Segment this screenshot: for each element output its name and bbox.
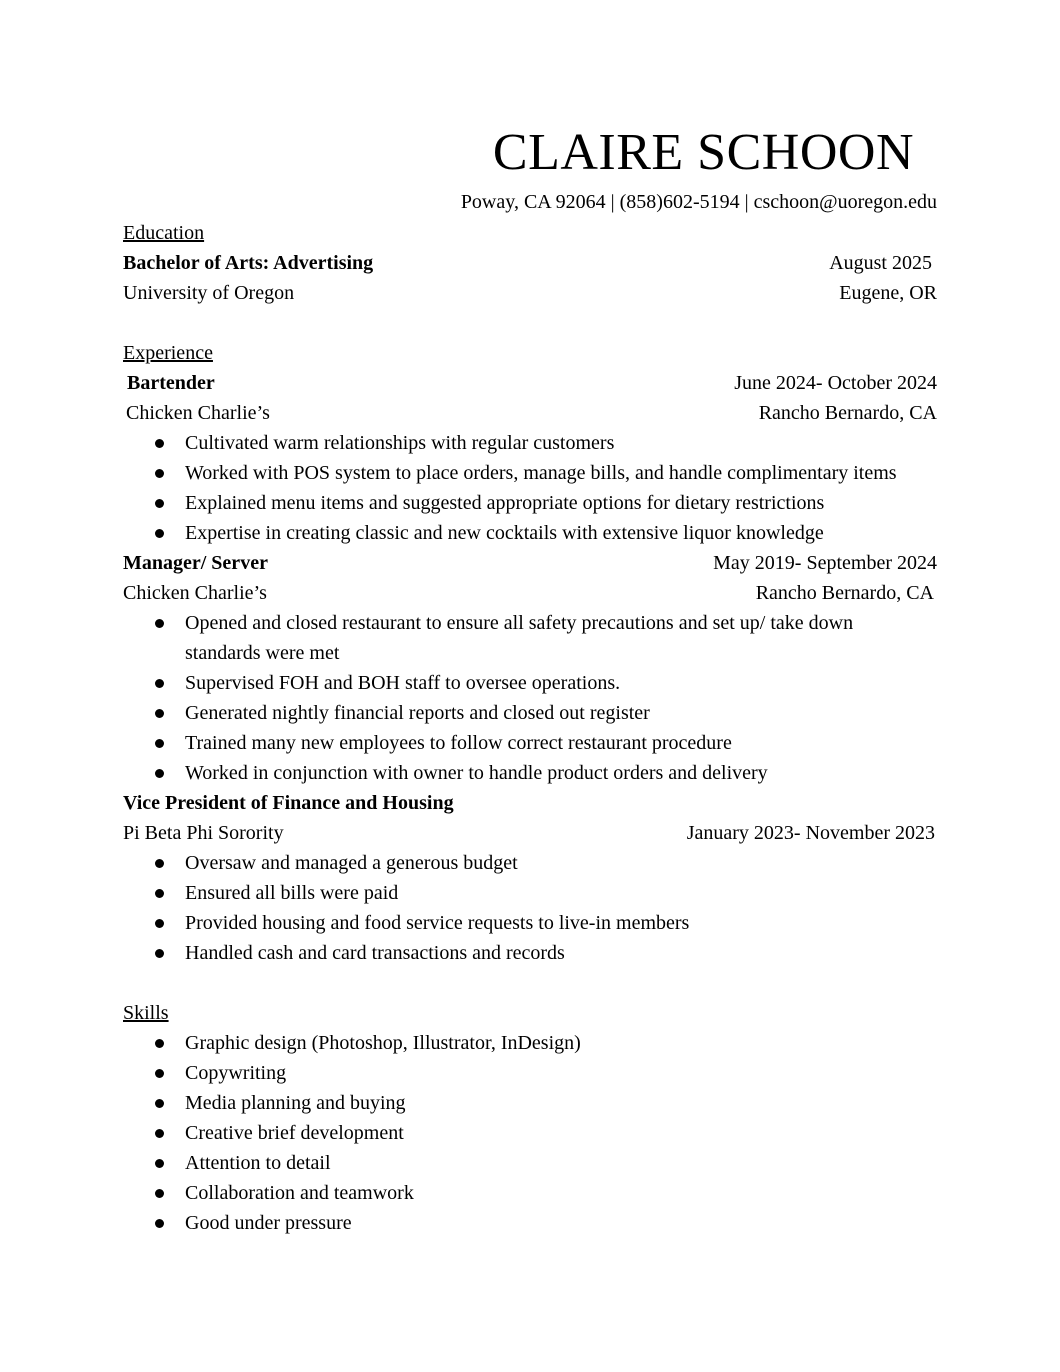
bullet-icon bbox=[155, 1189, 164, 1198]
bullet-icon bbox=[155, 439, 164, 448]
job-bullets bbox=[123, 848, 937, 968]
education-heading: Education bbox=[123, 222, 205, 244]
bullet-icon bbox=[155, 1159, 164, 1168]
skill-item: Attention to detail bbox=[123, 1148, 937, 1178]
job-employer: Pi Beta Phi Sorority bbox=[123, 822, 284, 844]
bullet-icon bbox=[155, 1219, 164, 1228]
bullet-icon bbox=[155, 769, 164, 778]
job-employer: Chicken Charlie’s bbox=[126, 402, 270, 424]
list-item: Worked with POS system to place orders, manage bills, and handle complimentary items bbox=[123, 458, 937, 488]
resume-name: CLAIRE SCHOON bbox=[492, 124, 914, 181]
job-title: Manager/ Server bbox=[123, 552, 268, 574]
job-title-row bbox=[123, 548, 937, 578]
job-title: Bartender bbox=[127, 372, 215, 394]
education-school-row bbox=[123, 278, 937, 308]
job-employer-row bbox=[123, 578, 937, 608]
skill-item: Collaboration and teamwork bbox=[123, 1178, 937, 1208]
list-item: Explained menu items and suggested appropriate options for dietary restrictions bbox=[123, 488, 937, 518]
list-item: Opened and closed restaurant to ensure all safety precautions and set up/ take down standards were met bbox=[123, 608, 937, 668]
list-item: Provided housing and food service requests to live-in members bbox=[123, 908, 937, 938]
experience-heading: Experience bbox=[123, 342, 213, 364]
job-location: Rancho Bernardo, CA bbox=[755, 582, 934, 604]
bullet-icon bbox=[155, 889, 164, 898]
skill-item: Creative brief development bbox=[123, 1118, 937, 1148]
job-title: Vice President of Finance and Housing bbox=[123, 792, 454, 814]
bullet-icon bbox=[155, 499, 164, 508]
job-employer-row bbox=[123, 818, 937, 848]
job-title-row bbox=[123, 788, 937, 818]
bullet-icon bbox=[155, 739, 164, 748]
resume-body bbox=[123, 218, 937, 1238]
bullet-icon bbox=[155, 529, 164, 538]
job-title-row bbox=[123, 368, 937, 398]
bullet-icon bbox=[155, 709, 164, 718]
skill-item: Good under pressure bbox=[123, 1208, 937, 1238]
job-bullets bbox=[123, 428, 937, 548]
education-degree-row bbox=[123, 248, 937, 278]
bullet-icon bbox=[155, 919, 164, 928]
list-item: Oversaw and managed a generous budget bbox=[123, 848, 937, 878]
bullet-icon bbox=[155, 949, 164, 958]
skills-heading: Skills bbox=[123, 1002, 169, 1024]
bullet-icon bbox=[155, 859, 164, 868]
list-item: Worked in conjunction with owner to handle product orders and delivery bbox=[123, 758, 937, 788]
bullet-icon bbox=[155, 1129, 164, 1138]
job-bullets bbox=[123, 608, 937, 788]
list-item: Ensured all bills were paid bbox=[123, 878, 937, 908]
school-name: University of Oregon bbox=[123, 282, 295, 304]
bullet-icon bbox=[155, 1069, 164, 1078]
job-employer: Chicken Charlie’s bbox=[123, 582, 267, 604]
job-dates: May 2019- September 2024 bbox=[713, 552, 937, 574]
bullet-icon bbox=[155, 1099, 164, 1108]
job-dates: June 2024- October 2024 bbox=[734, 372, 937, 394]
contact-info: Poway, CA 92064 | (858)602-5194 | cschoon@uoregon.edu bbox=[460, 191, 937, 213]
skill-item: Graphic design (Photoshop, Illustrator, InDesign) bbox=[123, 1028, 937, 1058]
bullet-icon bbox=[155, 679, 164, 688]
degree-name: Bachelor of Arts: Advertising bbox=[123, 252, 374, 274]
job-dates: January 2023- November 2023 bbox=[686, 822, 935, 844]
skill-item: Media planning and buying bbox=[123, 1088, 937, 1118]
list-item: Supervised FOH and BOH staff to oversee operations. bbox=[123, 668, 937, 698]
bullet-icon bbox=[155, 1039, 164, 1048]
bullet-icon bbox=[155, 619, 164, 628]
list-item: Trained many new employees to follow correct restaurant procedure bbox=[123, 728, 937, 758]
list-item: Expertise in creating classic and new cocktails with extensive liquor knowledge bbox=[123, 518, 937, 548]
skills-list bbox=[123, 1028, 937, 1238]
list-item: Handled cash and card transactions and records bbox=[123, 938, 937, 968]
graduation-date: August 2025 bbox=[829, 252, 932, 274]
bullet-icon bbox=[155, 469, 164, 478]
job-location: Rancho Bernardo, CA bbox=[758, 402, 937, 424]
list-item: Cultivated warm relationships with regular customers bbox=[123, 428, 937, 458]
school-location: Eugene, OR bbox=[839, 282, 937, 304]
list-item: Generated nightly financial reports and closed out register bbox=[123, 698, 937, 728]
skill-item: Copywriting bbox=[123, 1058, 937, 1088]
job-employer-row bbox=[123, 398, 937, 428]
